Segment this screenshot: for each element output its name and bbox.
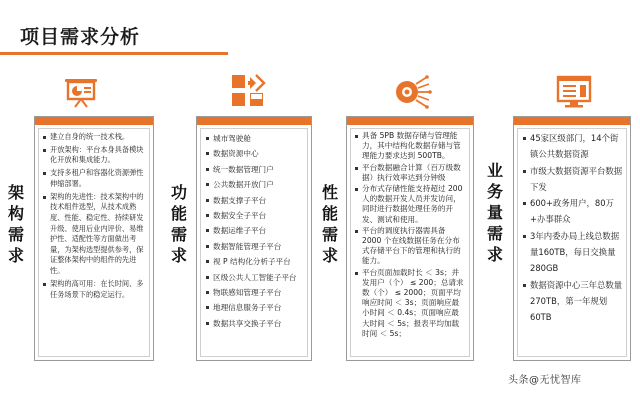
business-list	[518, 129, 626, 326]
list-item: 45家区级部门，14个街镇公共数据资源	[523, 130, 623, 163]
list-item: 物联感知管理子平台	[206, 285, 304, 300]
list-item: 架构的先进性：技术架构中的技术组件选型，从技术成熟度、性能、稳定性、持续研发升级、使用后业内评价、易维护性、适配性等方面做出考量，为架构选型提供参考，保证整体架构中的组件的先进性。	[43, 192, 146, 277]
list-item: 平台的调度执行器需具备 2000 个在线数据任务在分布式存储平台下的管理和执行的能力。	[355, 226, 466, 267]
list-item: 数据资源中心	[206, 146, 304, 161]
list-item: 平台数据融合计算（百万级数据）执行效率达到分钟级	[355, 163, 466, 183]
list-item: 数据运维子平台	[206, 223, 304, 238]
processor-burst-icon	[392, 73, 432, 115]
architecture-list	[39, 129, 149, 300]
box-header-band	[514, 117, 630, 125]
list-item: 平台页面加载时长 ＜ 3s；并发用户（个） ≤ 200；总请求数（个） ≤ 2000；页面平均响应时间 ＜ 3s；页面响应最小时间 ＜ 0.4s；页面响应最大时间 ＜ 5s；报表平均加载时间 ＜ 5s；	[355, 268, 466, 339]
list-item: 统一数据管理门户	[206, 162, 304, 177]
list-item: 数据支撑子平台	[206, 193, 304, 208]
performance-list	[351, 129, 469, 339]
section-label-performance: 性能需求	[321, 183, 338, 265]
list-item: 数据共享交换子平台	[206, 316, 304, 331]
list-item: 架构的高可用：在长时间、多任务场景下的稳定运行。	[43, 279, 146, 300]
title-underline	[0, 52, 228, 55]
business-box	[513, 116, 631, 361]
performance-box	[346, 116, 474, 361]
list-item: 开放架构：平台本身具备模块化开放和集成能力。	[43, 145, 146, 166]
section-label-architecture: 架构需求	[7, 183, 24, 265]
architecture-box	[34, 116, 154, 361]
data-screen-icon	[556, 75, 592, 113]
function-box	[196, 116, 312, 361]
section-label-business: 业务量需求	[486, 161, 503, 264]
presentation-board-icon	[64, 76, 98, 112]
list-item: 数据智能管理子平台	[206, 239, 304, 254]
list-item: 3年内委办局上线总数据量160TB，每日交换量280GB	[523, 228, 623, 277]
function-list	[201, 129, 307, 331]
list-item: 支持多租户和容器化资源弹性伸缩部署。	[43, 168, 146, 189]
list-item: 数据安全子平台	[206, 208, 304, 223]
page-title: 项目需求分析	[20, 26, 141, 48]
watermark: 头条@无忧智库	[508, 375, 582, 386]
list-item: 数据资源中心三年总数量270TB，第一年规划60TB	[523, 277, 623, 326]
section-label-function: 功能需求	[170, 183, 187, 265]
list-item: 具备 5PB 数据存储与管理能力，其中结构化数据存储与管理能力要求达到 500TB。	[355, 131, 466, 162]
list-item: 分布式存储性能支持超过 200 人的数据开发人员并发访问，同时进行数据处理任务的开发、测试和使用。	[355, 184, 466, 225]
list-item: 地理信息服务子平台	[206, 300, 304, 315]
list-item: 视 P 结构化分析子平台	[206, 254, 304, 269]
box-header-band	[35, 117, 153, 125]
list-item: 600+政务用户，80万+办事群众	[523, 195, 623, 228]
modules-grid-icon	[230, 73, 266, 115]
list-item: 区级公共人工智能子平台	[206, 270, 304, 285]
box-header-band	[347, 117, 473, 125]
box-header-band	[197, 117, 311, 125]
list-item: 建立自身的统一技术栈。	[43, 132, 146, 143]
list-item: 公共数据开放门户	[206, 177, 304, 192]
list-item: 市级大数据资源平台数据下发	[523, 163, 623, 196]
list-item: 城市驾驶舱	[206, 131, 304, 146]
